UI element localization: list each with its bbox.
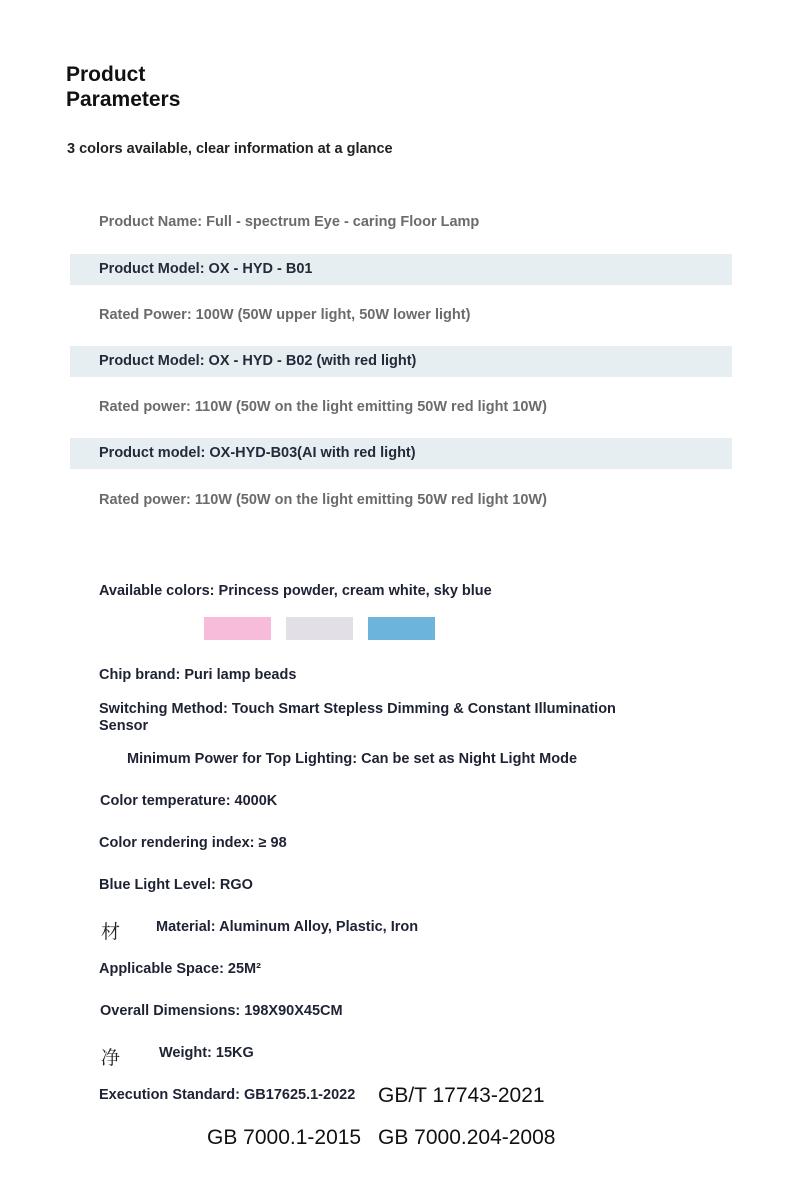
min-power: Minimum Power for Top Lighting: Can be set as Night Light Mode: [127, 751, 578, 767]
spec-row-power-b01: [70, 300, 732, 331]
spec-row-power-b03: [70, 485, 732, 516]
standard-gb-7000-204: GB 7000.204-2008: [378, 1126, 556, 1149]
material-glyph: 材: [101, 921, 121, 943]
switching-method-line-2: Sensor: [99, 718, 149, 734]
spec-row-label: Product Model: OX - HYD - B02 (with red light): [99, 353, 417, 369]
spec-row-label: Rated Power: 100W (50W upper light, 50W lower light): [99, 307, 471, 323]
title-line-1: Product: [66, 63, 146, 86]
spec-row-label: Product Model: OX - HYD - B01: [99, 261, 313, 277]
overall-dimensions: Overall Dimensions: 198X90X45CM: [100, 1003, 343, 1019]
spec-row-model-b02: [70, 346, 732, 377]
blue-light-level: Blue Light Level: RGO: [99, 877, 253, 893]
color-swatch-sky-blue: [368, 617, 435, 640]
execution-standard: Execution Standard: GB17625.1-2022: [99, 1087, 356, 1103]
switching-method-line-1: Switching Method: Touch Smart Stepless Dimming & Constant Illumination: [99, 701, 616, 717]
title-line-2: Parameters: [66, 88, 181, 111]
chip-brand: Chip brand: Puri lamp beads: [99, 667, 297, 683]
available-colors-label: Available colors: Princess powder, cream white, sky blue: [99, 583, 492, 599]
page-title: [66, 62, 180, 112]
weight: Weight: 15KG: [159, 1045, 254, 1061]
color-rendering-index: Color rendering index: ≥ 98: [99, 835, 287, 851]
spec-row-product-name: [70, 207, 732, 238]
spec-row-model-b01: [70, 254, 732, 285]
color-swatch-princess-powder: [204, 617, 271, 640]
spec-row-label: Rated power: 110W (50W on the light emitting 50W red light 10W): [99, 399, 547, 415]
spec-row-label: Rated power: 110W (50W on the light emitting 50W red light 10W): [99, 492, 547, 508]
color-temperature: Color temperature: 4000K: [100, 793, 278, 809]
weight-glyph: 净: [101, 1047, 121, 1069]
page-subtitle: 3 colors available, clear information at a glance: [67, 141, 393, 157]
material: Material: Aluminum Alloy, Plastic, Iron: [156, 919, 419, 935]
color-swatch-cream-white: [286, 617, 353, 640]
standard-gb-7000-1: GB 7000.1-2015: [207, 1126, 362, 1149]
spec-row-power-b02: [70, 392, 732, 423]
standard-gbt-17743: GB/T 17743-2021: [378, 1084, 545, 1107]
spec-row-label: Product Name: Full - spectrum Eye - caring Floor Lamp: [99, 214, 480, 230]
applicable-space: Applicable Space: 25M²: [99, 961, 261, 977]
spec-row-label: Product model: OX-HYD-B03(AI with red light): [99, 445, 416, 461]
spec-row-model-b03: [70, 438, 732, 469]
